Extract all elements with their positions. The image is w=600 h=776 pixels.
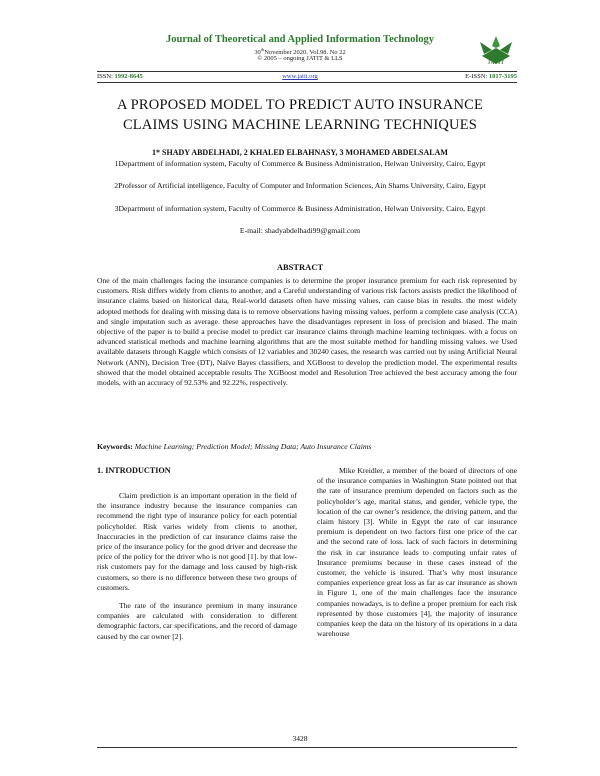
eissn (465, 73, 517, 80)
section-title: 1. INTRODUCTION (97, 466, 171, 475)
issn-label: ISSN: (97, 73, 113, 80)
keywords-label: Keywords: (97, 442, 133, 451)
copyright: © 2005 – ongoing JATIT & LLS (257, 55, 343, 62)
header-rule-top (97, 71, 517, 72)
affiliation-2: 2Professor of Artificial intelligence, Faculty of Computer and Information Sciences, Ain Shams University, Cairo, Egypt (114, 181, 486, 190)
author-email: E-mail: shadyabdelhadi99@gmail.com (239, 226, 361, 235)
left-paragraph-1: Claim prediction is an important operation in the field of the insurance industry because the insurance companies can recommend the right type of insurance policy for each potential policyholder. Risk varies widely from clients to another, Inaccuracies in the prediction of car insurance claims raise the price of the insurance policy for the good driver and decrease the price of the policy for the driver who is not good [1]. by that low-risk customers pay for the damage and loss caused by high-risk customers, so there is no difference between these two groups of customers. (97, 491, 297, 592)
left-paragraph-2: The rate of the insurance premium in many insurance companies are calculated with consideration to different demographic factors, car specifications, and the record of damage caused by the car owner [2]. (97, 601, 297, 641)
abstract-text: One of the main challenges facing the insurance companies is to determine the proper insurance premium for each risk represented by customers. Risk differs widely from clients to another, and a Careful understanding of various risk factors assists predict the likelihood of insurance claims based on historical data, Real-world datasets often have missing values, can cause bias in results. the most widely adopted methods for dealing with missing data is to remove observations having missing values, perform a complete case analysis (CCA) and single imputation such as average. these approaches have the disadvantages represent in loss of precision and biased. The main objective of the paper is to build a precise model to predict car insurance claims through machine learning techniques. with a focus on advanced statistical methods and machine learning algorithms that are the most suitable method for handling missing values. we Used available datasets through Kaggle which consists of 12 variables and 30240 cases, the research was carried out by using Artificial Neural Network (ANN), Decision Tree (DT), Naïve Bayes classifiers, and XGBoost to develop the prediction model. The experimental results showed that the model obtained acceptable results The XGBoost model and Resolution Tree achieved the best accuracy among the four models, with an accuracy of 92.53% and 92.22%, respectively. (97, 276, 517, 388)
title-line-2: CLAIMS USING MACHINE LEARNING TECHNIQUES (122, 117, 478, 133)
issue-day: 30 (254, 49, 261, 57)
right-column (317, 466, 517, 639)
affiliation-1: 1Department of information system, Faculty of Commerce & Business Administration, Helwan University, Cairo, Egypt (114, 159, 486, 168)
paper-title (80, 95, 520, 135)
left-column (97, 491, 297, 642)
right-paragraph-1: Mike Kreidler, a member of the board of directors of one of the insurance companies in Washington State pointed out that the rate of insurance premium depended on factors such as the policyholder’s age, marital status, and gender, vehicle type, the location of the car owner’s residence, the driving pattern, and the claim history [3]. While in Egypt the rate of car insurance premium is dependent on two factors first one price of the car and the second rate of loss. lack of such factors in determining the risk in car insurance leads to computing unfair rates of Insurance premiums because in these cases instead of the customer, the vehicle is insured. That’s why most insurance companies experience great loss as far as car insurance as shown in Figure 1, one of the main challenges face the insurance companies nowadays, is to define a proper premium for each risk represented by those customers [4], the majority of insurance companies keep the data on the history of its operations in a data warehouse (317, 466, 517, 639)
keywords (97, 442, 517, 451)
logo-text: JATIT (487, 61, 505, 66)
abstract-heading: ABSTRACT (276, 262, 324, 272)
footer-rule (97, 747, 517, 748)
keywords-text: Machine Learning; Prediction Model; Missing Data; Auto Insurance Claims (134, 442, 372, 451)
journal-name: Journal of Theoretical and Applied Information Technology (166, 34, 434, 45)
eissn-value: 1817-3195 (488, 73, 517, 80)
affiliation-3: 3Department of information system, Faculty of Commerce & Business Administration, Helwan University, Cairo, Egypt (114, 204, 486, 213)
issue-ordinal: th (260, 47, 265, 52)
title-line-1: A PROPOSED MODEL TO PREDICT AUTO INSURANCE (116, 97, 484, 113)
issn-value: 1992-8645 (114, 73, 143, 80)
page-number: 3428 (292, 734, 308, 743)
authors: 1* SHADY ABDELHADI, 2 KHALED ELBAHNASY, 3 MOHAMED ABDELSALAM (152, 148, 448, 157)
eissn-label: E-ISSN: (465, 73, 488, 80)
journal-url-link[interactable]: www.jatit.org (282, 73, 318, 80)
issue-rest: November 2020. Vol.98. No 22 (264, 49, 346, 57)
header-rule-bottom (97, 82, 517, 83)
